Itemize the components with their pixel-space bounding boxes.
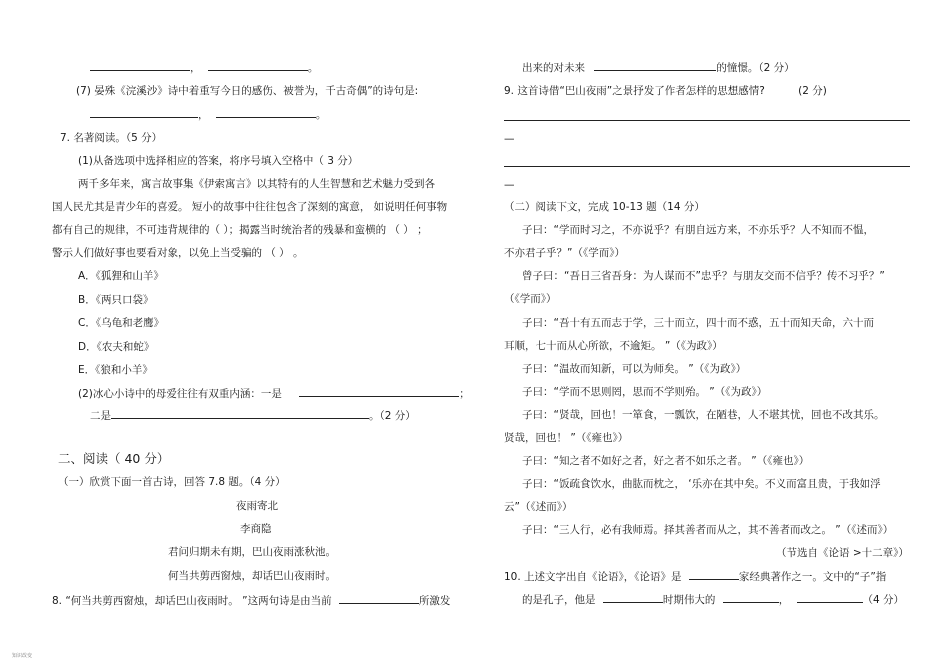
- poem-line: 君问归期未有期，巴山夜雨涨秋池。: [168, 546, 336, 558]
- text-line: 子曰：“学而时习之，不亦说乎？有朋自远方来，不亦乐乎？人不知而不愠，: [522, 224, 874, 236]
- sub-question: (2)冰心小诗中的母爱往往有双重内涵：一是 ；: [78, 388, 470, 400]
- answer-blank[interactable]: [111, 408, 369, 419]
- option-item: E．《狼和小羊》: [78, 364, 153, 376]
- text-line: 子曰：“吾十有五而志于学，三十而立，四十而不惑，五十而知天命，六十而: [522, 317, 874, 329]
- q6-answer-line: ， 。: [90, 60, 318, 75]
- answer-blank[interactable]: [299, 386, 459, 397]
- answer-blank[interactable]: [339, 593, 419, 604]
- answer-line[interactable]: [504, 166, 910, 167]
- passage-line: 两千多年来，寓言故事集《伊索寓言》以其特有的人生智慧和艺术魅力受到各: [78, 178, 435, 190]
- q9: 9. 这首诗借“巴山夜雨”之景抒发了作者怎样的思想感情? (2 分): [504, 85, 827, 97]
- text-line: 子曰：“温故而知新，可以为师矣。 ”（《为政》）: [522, 363, 747, 375]
- passage-line: 国人民尤其是青少年的喜爱。 短小的故事中往往包含了深刻的寓意， 如说明任何事物: [52, 201, 448, 213]
- answer-blank[interactable]: [594, 60, 716, 71]
- answer-blank[interactable]: [216, 107, 316, 118]
- answer-blank[interactable]: [90, 107, 198, 118]
- option-item: A．《狐狸和山羊》: [78, 270, 164, 282]
- text-line: 子曰：“三人行，必有我师焉。择其善者而从之，其不善者而改之。 ”（《述而》）: [522, 524, 894, 536]
- q8: 8. “何当共剪西窗烛，却话巴山夜雨时。 ”这两句诗是由当前 所激发: [52, 595, 451, 607]
- passage-line: 警示人们做好事也要看对象，以免上当受骗的 （ ） 。: [52, 247, 304, 259]
- text-line: 曾子曰：“吾日三省吾身：为人谋而不”忠乎？与朋友交而不信乎？传不习乎？”: [522, 270, 885, 282]
- poem-title: 夜雨寄北: [236, 500, 278, 512]
- answer-blank[interactable]: [723, 592, 779, 603]
- answer-dash: —: [504, 179, 515, 191]
- section-title: 二、阅读（ 40 分）: [58, 451, 170, 466]
- text-line: 耳顺，七十而从心所欲，不逾矩。 ”（《为政》）: [504, 340, 723, 352]
- option-item: B．《两只口袋》: [78, 294, 154, 306]
- answer-line[interactable]: [504, 120, 910, 121]
- footer-note: 知识改变: [12, 653, 33, 659]
- answer-blank[interactable]: [90, 60, 190, 71]
- answer-blank[interactable]: [603, 592, 663, 603]
- answer-dash: —: [504, 133, 515, 145]
- text-line: 子曰：“贤哉，回也！一箪食，一瓢饮，在陋巷，人不堪其忧，回也不改其乐。: [522, 409, 885, 421]
- text-line: 子曰：“学而不思则罔，思而不学则殆。 ”（《为政》）: [522, 386, 768, 398]
- answer-blank[interactable]: [797, 592, 863, 603]
- q10-cont: 的是孔子，他是 时期伟大的 ， （4 分）: [522, 594, 905, 606]
- poem-author: 李商隐: [240, 523, 272, 535]
- q7-item: (7) 晏殊《浣溪沙》诗中着重写今日的感伤、被誉为，千古奇偶”的诗句是:: [76, 85, 419, 97]
- option-item: C．《乌龟和老鹰》: [78, 317, 165, 329]
- sub-question-cont: 二是 。（2 分）: [90, 410, 416, 422]
- text-line: 云”（《述而》）: [504, 501, 573, 513]
- answer-blank[interactable]: [208, 60, 308, 71]
- passage-line: 都有自己的规律，不可违背规律的（ ）；揭露当时统治者的残暴和蛮横的 （ ） ；: [52, 224, 428, 236]
- option-item: D．《农夫和蛇》: [78, 341, 155, 353]
- text-line: （《学而》）: [504, 293, 557, 305]
- text-line: 子曰：“知之者不如好之者，好之者不如乐之者。 ”（《雍也》）: [522, 455, 810, 467]
- q8-continuation: 出来的对未来 的憧憬。（2 分）: [522, 62, 795, 74]
- text-line: 子曰：“饭疏食饮水，曲肱而枕之， ‘乐亦在其中矣。不义而富且贵，于我如浮: [522, 478, 881, 490]
- sub-question: (1)从备选项中选择相应的答案，将序号填入空格中（ 3 分）: [78, 155, 359, 167]
- answer-blank[interactable]: [689, 569, 739, 580]
- reading-part-heading: （一）欣赏下面一首古诗，回答 7.8 题。（4 分）: [58, 476, 286, 488]
- reading-part-heading: （二）阅读下文，完成 10-13 题（14 分）: [504, 201, 705, 213]
- q7-answer-line: ， 。: [90, 107, 326, 122]
- poem-line: 何当共剪西窗烛，却话巴山夜雨时。: [168, 570, 336, 582]
- source-note: （节选自《论语 >十二章》）: [776, 547, 909, 559]
- text-line: 贤哉，回也！ ”（《雍也》）: [504, 432, 629, 444]
- text-line: 不亦君子乎？”（《学而》）: [504, 247, 625, 259]
- question-heading: 7. 名著阅读。（5 分）: [60, 132, 163, 144]
- q10: 10. 上述文字出自《论语》，《论语》是 家经典著作之一。文中的“子”指: [504, 571, 887, 583]
